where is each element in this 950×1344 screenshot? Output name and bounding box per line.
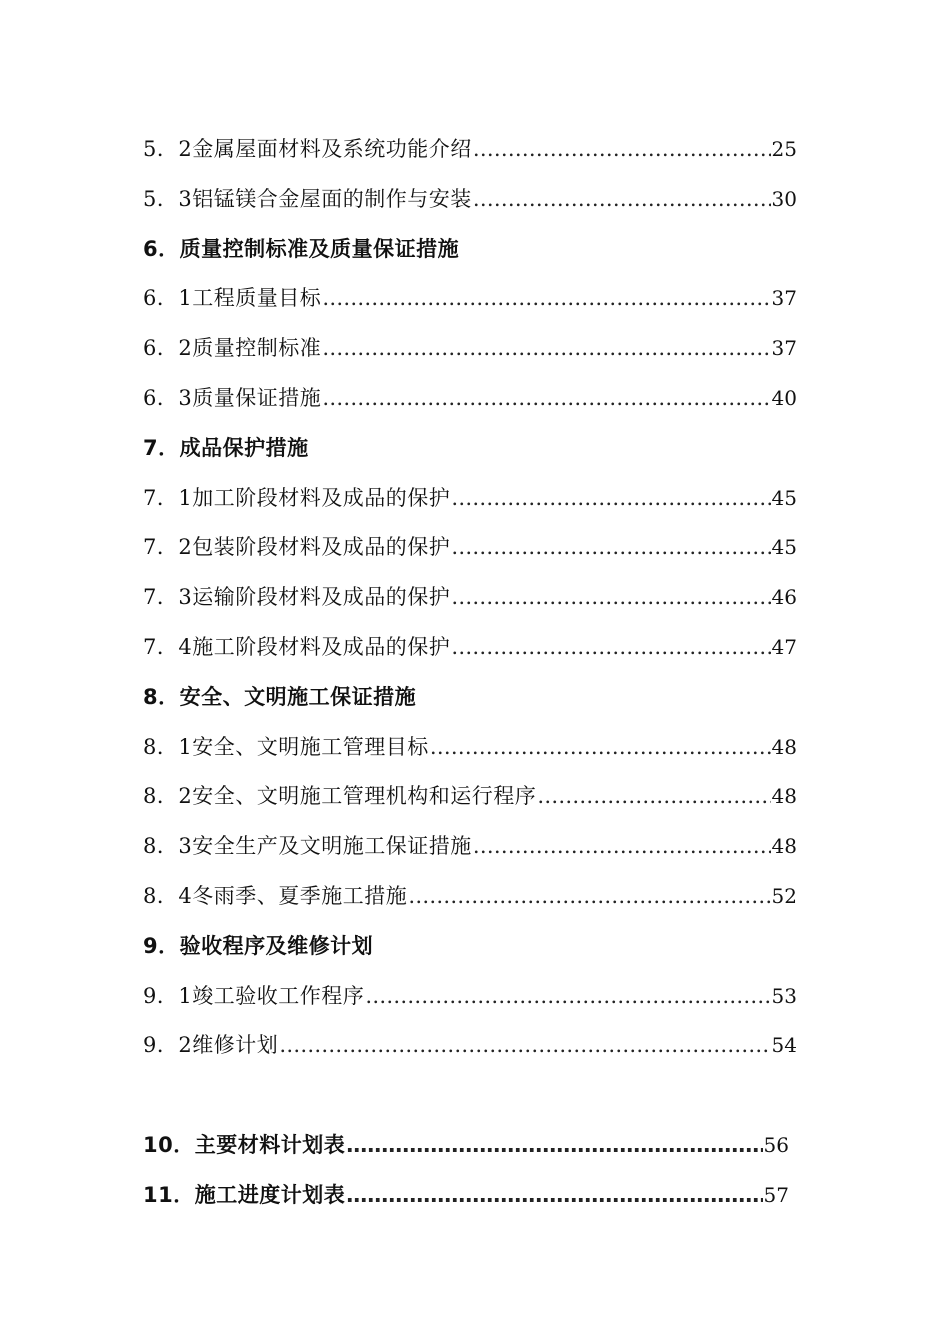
toc-entry-title: 6．1工程质量目标 bbox=[143, 286, 322, 311]
toc-section-title: 6．质量控制标准及质量保证措施 bbox=[143, 236, 460, 261]
toc-entry-title: 8．2安全、文明施工管理机构和运行程序 bbox=[143, 784, 537, 809]
toc-entry-7-2[interactable] bbox=[143, 523, 797, 573]
toc-dot-leader bbox=[451, 573, 770, 623]
toc-section-title: 10．主要材料计划表 bbox=[143, 1133, 346, 1158]
toc-dot-leader bbox=[346, 1121, 762, 1171]
toc-entry-8-2[interactable] bbox=[143, 772, 797, 822]
toc-page-number: 37 bbox=[771, 286, 797, 311]
toc-dot-leader bbox=[322, 274, 770, 324]
toc-page-number: 25 bbox=[771, 137, 797, 161]
toc-page-number: 45 bbox=[771, 535, 797, 560]
toc-entry-title: 8．4冬雨季、夏季施工措施 bbox=[143, 883, 408, 908]
toc-entry-title: 9．1竣工验收工作程序 bbox=[143, 983, 365, 1008]
toc-entry-title: 7．1加工阶段材料及成品的保护 bbox=[143, 485, 451, 510]
toc-page-number: 48 bbox=[771, 834, 797, 859]
toc-entry-7-1[interactable] bbox=[143, 474, 797, 524]
toc-page-number: 56 bbox=[763, 1133, 789, 1158]
toc-dot-leader bbox=[473, 822, 771, 872]
toc-dot-leader bbox=[279, 1021, 770, 1071]
toc-entry-6-1[interactable] bbox=[143, 274, 797, 324]
toc-section-8[interactable] bbox=[143, 673, 797, 723]
toc-page-number: 37 bbox=[771, 336, 797, 361]
toc-entry-8-1[interactable] bbox=[143, 723, 797, 773]
toc-entry-5-2[interactable] bbox=[143, 125, 797, 175]
toc-section-6[interactable] bbox=[143, 225, 797, 275]
toc-dot-leader bbox=[408, 872, 770, 922]
toc-page-number: 48 bbox=[771, 784, 797, 809]
toc-entry-5-3[interactable] bbox=[143, 175, 797, 225]
toc-entry-title: 7．2包装阶段材料及成品的保护 bbox=[143, 535, 451, 560]
toc-page-number: 48 bbox=[771, 734, 797, 759]
toc-entry-6-3[interactable] bbox=[143, 374, 797, 424]
toc-page-number: 40 bbox=[771, 385, 797, 410]
toc-section-title: 9．验收程序及维修计划 bbox=[143, 933, 374, 958]
toc-page-number: 30 bbox=[771, 186, 797, 211]
toc-entry-7-4[interactable] bbox=[143, 623, 797, 673]
toc-section-7[interactable] bbox=[143, 424, 797, 474]
toc-entry-title: 8．1安全、文明施工管理目标 bbox=[143, 734, 429, 759]
toc-dot-leader bbox=[537, 772, 770, 822]
toc-page-number: 47 bbox=[771, 634, 797, 659]
toc-entry-6-2[interactable] bbox=[143, 324, 797, 374]
toc-entry-title: 6．3质量保证措施 bbox=[143, 385, 322, 410]
toc-entry-title: 9．2维修计划 bbox=[143, 1033, 279, 1058]
toc-dot-leader bbox=[322, 324, 770, 374]
toc-entry-9-2[interactable] bbox=[143, 1021, 797, 1071]
toc-entry-title: 7．4施工阶段材料及成品的保护 bbox=[143, 634, 451, 659]
toc-entry-title: 6．2质量控制标准 bbox=[143, 336, 322, 361]
toc-dot-leader bbox=[451, 523, 770, 573]
toc-page-number: 54 bbox=[771, 1033, 797, 1058]
toc-entry-9-1[interactable] bbox=[143, 972, 797, 1022]
toc-dot-leader bbox=[322, 374, 770, 424]
toc-dot-leader bbox=[430, 723, 771, 773]
toc-section-title: 11．施工进度计划表 bbox=[143, 1182, 346, 1207]
toc-dot-leader bbox=[451, 623, 770, 673]
toc-entry-title: 5．2金属屋面材料及系统功能介绍 bbox=[143, 137, 472, 161]
toc-entry-8-4[interactable] bbox=[143, 872, 797, 922]
toc-dot-leader bbox=[473, 125, 771, 175]
toc-section-title: 7．成品保护措施 bbox=[143, 435, 309, 460]
toc-dot-leader bbox=[346, 1171, 762, 1221]
toc-page-number: 46 bbox=[771, 585, 797, 610]
toc-dot-leader bbox=[365, 972, 770, 1022]
toc-page-number: 53 bbox=[771, 983, 797, 1008]
toc-entry-7-3[interactable] bbox=[143, 573, 797, 623]
toc-page-number: 52 bbox=[771, 883, 797, 908]
toc-section-title: 8．安全、文明施工保证措施 bbox=[143, 684, 417, 709]
toc-entry-title: 8．3安全生产及文明施工保证措施 bbox=[143, 834, 472, 859]
toc-page-number: 45 bbox=[771, 485, 797, 510]
toc-dot-leader bbox=[451, 474, 770, 524]
toc-dot-leader bbox=[473, 175, 771, 225]
toc-section-9[interactable] bbox=[143, 922, 797, 972]
toc-section-10[interactable] bbox=[143, 1121, 797, 1171]
toc-entry-8-3[interactable] bbox=[143, 822, 797, 872]
toc-page-number: 57 bbox=[763, 1182, 789, 1207]
toc-entry-title: 7．3运输阶段材料及成品的保护 bbox=[143, 585, 451, 610]
table-of-contents bbox=[143, 125, 797, 1221]
toc-section-11[interactable] bbox=[143, 1171, 797, 1221]
toc-entry-title: 5．3铝锰镁合金屋面的制作与安装 bbox=[143, 186, 472, 211]
